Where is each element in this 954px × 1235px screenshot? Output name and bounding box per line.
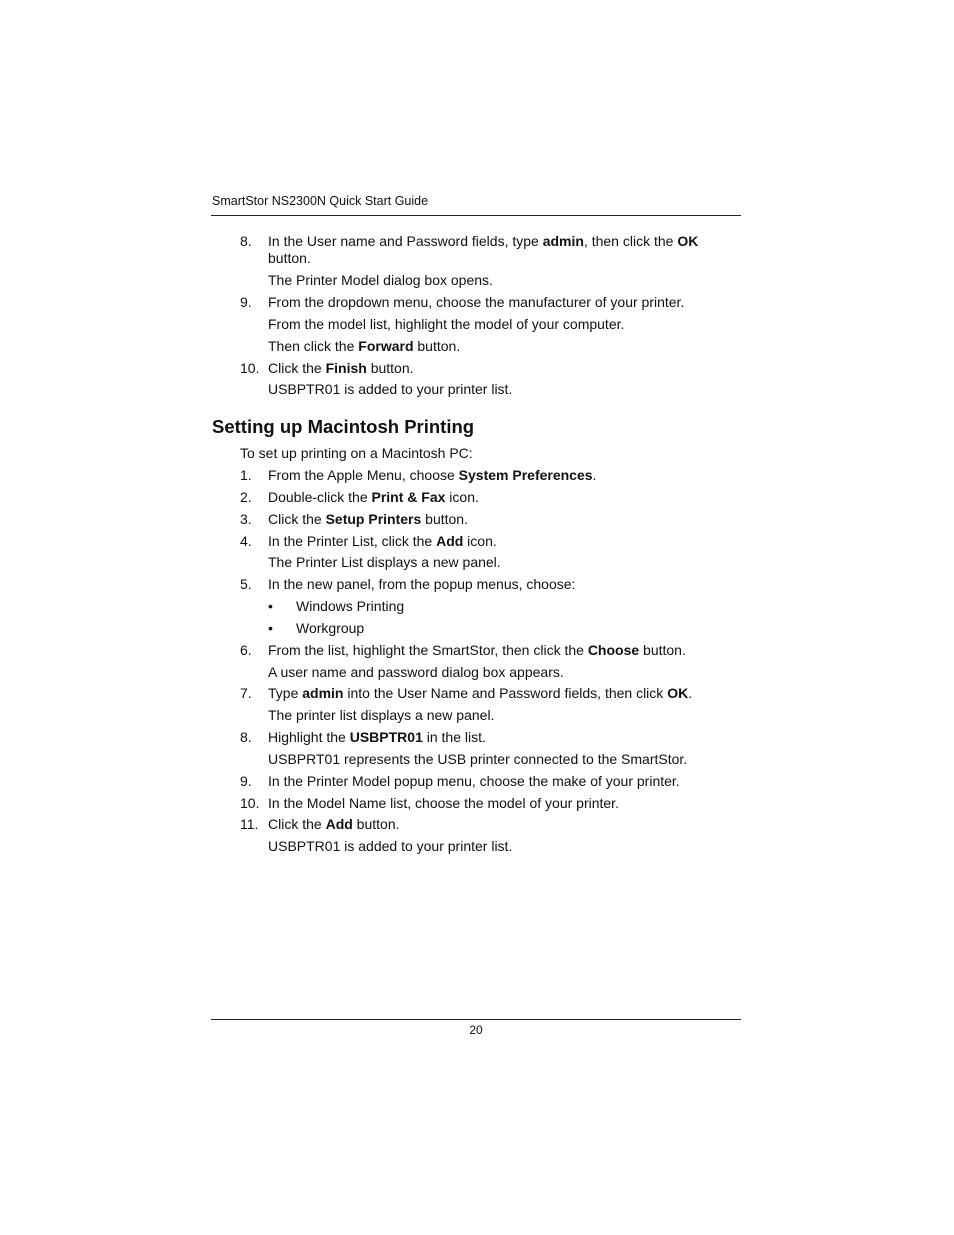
step-result: The Printer Model dialog box opens. [268, 272, 493, 288]
step-result: The printer list displays a new panel. [268, 707, 495, 723]
step-number: 1. [240, 467, 252, 483]
bullet-icon: • [268, 620, 273, 636]
step-text: Type admin into the User Name and Password fields, then click OK. [268, 685, 693, 701]
step-number: 10. [240, 795, 260, 811]
step-text: Click the Finish button. [268, 360, 414, 376]
header-rule [211, 215, 741, 216]
step-number: 5. [240, 576, 252, 592]
step-text: In the new panel, from the popup menus, choose: [268, 576, 576, 592]
step-text: In the Model Name list, choose the model of your printer. [268, 795, 619, 811]
step-text-continued: Then click the Forward button. [268, 338, 461, 354]
step-text: Click the Setup Printers button. [268, 511, 468, 527]
step-text: Double-click the Print & Fax icon. [268, 489, 479, 505]
step-text-continued: From the model list, highlight the model of your computer. [268, 316, 625, 332]
step-number: 4. [240, 533, 252, 549]
section-heading: Setting up Macintosh Printing [212, 416, 475, 437]
step-number: 3. [240, 511, 252, 527]
step-number: 8. [240, 233, 252, 249]
step-result: USBPTR01 is added to your printer list. [268, 838, 513, 854]
step-number: 7. [240, 685, 252, 701]
bullet-item: Workgroup [296, 620, 365, 636]
step-text: Highlight the USBPTR01 in the list. [268, 729, 486, 745]
step-text: In the Printer List, click the Add icon. [268, 533, 497, 549]
step-text: In the User name and Password fields, type admin, then click the OK [268, 233, 699, 249]
step-result: USBPTR01 is added to your printer list. [268, 381, 513, 397]
step-text: Click the Add button. [268, 816, 400, 832]
step-result: A user name and password dialog box appears. [268, 664, 564, 680]
step-number: 9. [240, 773, 252, 789]
page-number: 20 [469, 1023, 483, 1037]
step-text: From the dropdown menu, choose the manufacturer of your printer. [268, 294, 685, 310]
step-result: The Printer List displays a new panel. [268, 554, 501, 570]
bullet-icon: • [268, 598, 273, 614]
step-text: From the list, highlight the SmartStor, then click the Choose button. [268, 642, 686, 658]
bullet-item: Windows Printing [296, 598, 405, 614]
step-result: USBPRT01 represents the USB printer connected to the SmartStor. [268, 751, 688, 767]
step-number: 2. [240, 489, 252, 505]
section-intro: To set up printing on a Macintosh PC: [240, 445, 473, 461]
step-text: In the Printer Model popup menu, choose the make of your printer. [268, 773, 680, 789]
step-number: 10. [240, 360, 260, 376]
step-number: 9. [240, 294, 252, 310]
step-number: 11. [240, 816, 259, 832]
running-header: SmartStor NS2300N Quick Start Guide [212, 194, 429, 208]
step-number: 8. [240, 729, 252, 745]
step-text: From the Apple Menu, choose System Preferences. [268, 467, 597, 483]
footer-rule [211, 1019, 741, 1020]
step-number: 6. [240, 642, 252, 658]
step-text-continued: button. [268, 250, 311, 266]
